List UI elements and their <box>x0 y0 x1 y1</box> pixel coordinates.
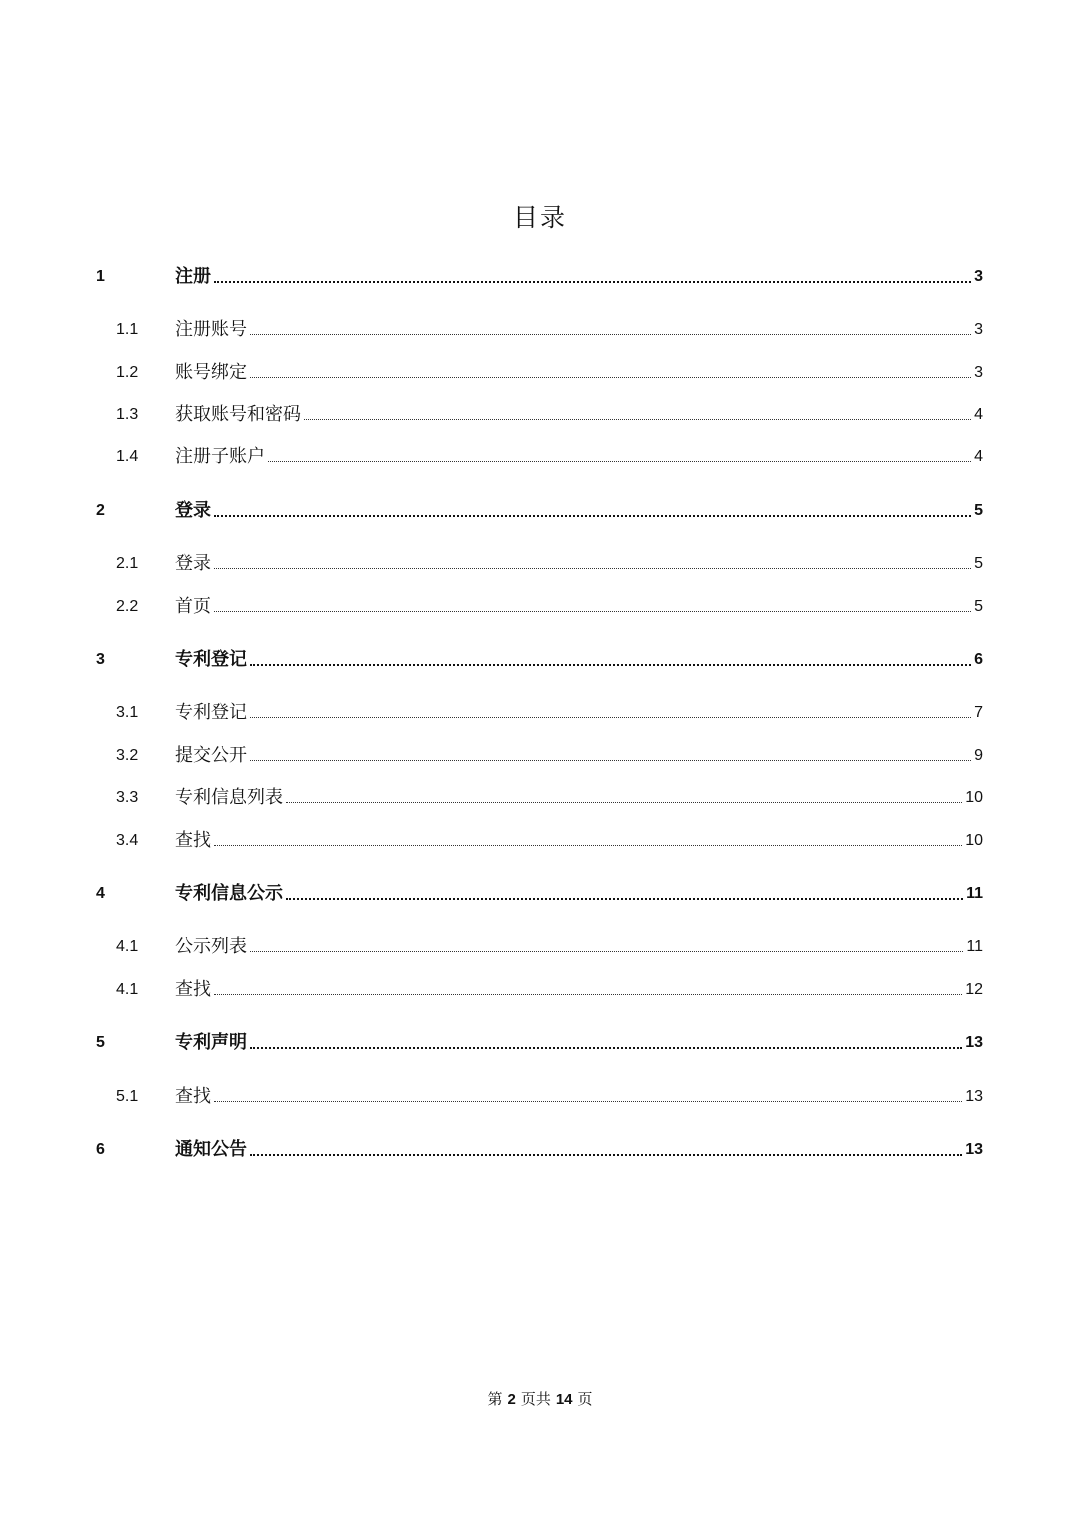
footer-suffix: 页 <box>577 1390 593 1408</box>
dot-leader <box>214 994 962 995</box>
toc-entry-number: 3.3 <box>116 789 139 806</box>
toc-entry-page: 3 <box>974 364 983 381</box>
dot-leader <box>286 802 962 803</box>
dot-leader <box>250 334 971 335</box>
toc-entry-page: 5 <box>974 555 983 572</box>
toc-entry-number: 3.1 <box>116 704 139 721</box>
dot-leader <box>214 281 971 283</box>
footer-prefix: 第 <box>487 1390 503 1408</box>
dot-leader <box>304 419 971 420</box>
toc-entry-1[interactable] <box>0 264 1080 290</box>
page-title: 目录 <box>512 203 567 232</box>
toc-entry-page: 13 <box>965 1034 983 1051</box>
dot-leader <box>250 717 971 718</box>
toc-entry-page: 10 <box>965 789 983 806</box>
dot-leader <box>250 1047 962 1049</box>
toc-entry-number: 2 <box>96 502 105 519</box>
toc-entry-page: 9 <box>974 747 983 764</box>
toc-entry-page: 12 <box>965 981 983 998</box>
toc-entry-5-1[interactable] <box>0 1084 1080 1110</box>
toc-entry-number: 1.3 <box>116 406 139 423</box>
toc-entry-title: 查找 <box>175 830 211 851</box>
dot-leader <box>286 898 963 900</box>
dot-leader <box>214 845 962 846</box>
toc-entry-3-1[interactable] <box>0 700 1080 726</box>
total-page-count: 14 <box>555 1391 573 1408</box>
toc-entry-title: 公示列表 <box>175 936 247 957</box>
dot-leader <box>214 1101 962 1102</box>
toc-entry-5[interactable] <box>0 1030 1080 1056</box>
toc-entry-title: 注册子账户 <box>175 446 265 467</box>
toc-entry-number: 3.4 <box>116 832 139 849</box>
dot-leader <box>250 951 963 952</box>
toc-entry-page: 4 <box>974 448 983 465</box>
toc-entry-number: 1 <box>96 268 105 285</box>
toc-entry-title: 登录 <box>175 500 211 521</box>
toc-entry-page: 5 <box>974 598 983 615</box>
dot-leader <box>250 664 971 666</box>
toc-entry-6[interactable] <box>0 1137 1080 1163</box>
toc-entry-4[interactable] <box>0 881 1080 907</box>
toc-entry-title: 获取账号和密码 <box>175 404 301 425</box>
toc-entry-title: 查找 <box>175 1086 211 1107</box>
toc-entry-title: 专利声明 <box>175 1032 247 1053</box>
toc-entry-number: 5 <box>96 1034 105 1051</box>
toc-entry-2-1[interactable] <box>0 551 1080 577</box>
toc-entry-title: 账号绑定 <box>175 362 247 383</box>
toc-entry-3-2[interactable] <box>0 743 1080 769</box>
toc-entry-number: 1.4 <box>116 448 139 465</box>
toc-entry-4-1b[interactable] <box>0 977 1080 1003</box>
toc-entry-page: 11 <box>966 938 983 955</box>
toc-entry-title: 专利信息列表 <box>175 787 283 808</box>
toc-entry-number: 4.1 <box>116 938 139 955</box>
toc-entry-page: 4 <box>974 406 983 423</box>
toc-entry-title: 通知公告 <box>175 1139 247 1160</box>
toc-entry-page: 6 <box>974 651 983 668</box>
toc-entry-title: 专利登记 <box>175 649 247 670</box>
toc-entry-page: 13 <box>965 1141 983 1158</box>
toc-entry-title: 首页 <box>175 596 211 617</box>
toc-entry-2-2[interactable] <box>0 594 1080 620</box>
toc-entry-title: 注册 <box>175 266 211 287</box>
toc-entry-title: 登录 <box>175 553 211 574</box>
dot-leader <box>214 515 971 517</box>
dot-leader <box>250 377 971 378</box>
toc-entry-1-2[interactable] <box>0 360 1080 386</box>
toc-entry-title: 查找 <box>175 979 211 1000</box>
toc-entry-1-4[interactable] <box>0 444 1080 470</box>
toc-entry-number: 2.1 <box>116 555 139 572</box>
toc-entry-page: 11 <box>966 885 983 902</box>
toc-entry-page: 5 <box>974 502 983 519</box>
toc-entry-page: 7 <box>974 704 983 721</box>
toc-entry-page: 3 <box>974 321 983 338</box>
current-page-number: 2 <box>507 1391 516 1408</box>
toc-entry-2[interactable] <box>0 498 1080 524</box>
page-footer <box>0 1388 1080 1409</box>
toc-entry-number: 6 <box>96 1141 105 1158</box>
dot-leader <box>214 611 971 612</box>
toc-entry-number: 4.1 <box>116 981 139 998</box>
toc-entry-page: 3 <box>974 268 983 285</box>
toc-entry-page: 13 <box>965 1088 983 1105</box>
toc-entry-title: 注册账号 <box>175 319 247 340</box>
dot-leader <box>250 760 971 761</box>
dot-leader <box>268 461 971 462</box>
dot-leader <box>214 568 971 569</box>
toc-entry-1-3[interactable] <box>0 402 1080 428</box>
toc-entry-3-4[interactable] <box>0 828 1080 854</box>
toc-entry-number: 3 <box>96 651 105 668</box>
toc-entry-number: 5.1 <box>116 1088 139 1105</box>
toc-entry-title: 专利信息公示 <box>175 883 283 904</box>
toc-entry-number: 2.2 <box>116 598 139 615</box>
toc-entry-number: 1.2 <box>116 364 139 381</box>
toc-entry-title: 提交公开 <box>175 745 247 766</box>
toc-entry-title: 专利登记 <box>175 702 247 723</box>
footer-middle: 页共 <box>520 1390 551 1408</box>
toc-entry-page: 10 <box>965 832 983 849</box>
toc-entry-number: 3.2 <box>116 747 139 764</box>
toc-entry-3[interactable] <box>0 647 1080 673</box>
dot-leader <box>250 1154 962 1156</box>
toc-entry-4-1[interactable] <box>0 934 1080 960</box>
toc-entry-number: 4 <box>96 885 105 902</box>
toc-entry-number: 1.1 <box>116 321 139 338</box>
toc-entry-1-1[interactable] <box>0 317 1080 343</box>
toc-entry-3-3[interactable] <box>0 785 1080 811</box>
